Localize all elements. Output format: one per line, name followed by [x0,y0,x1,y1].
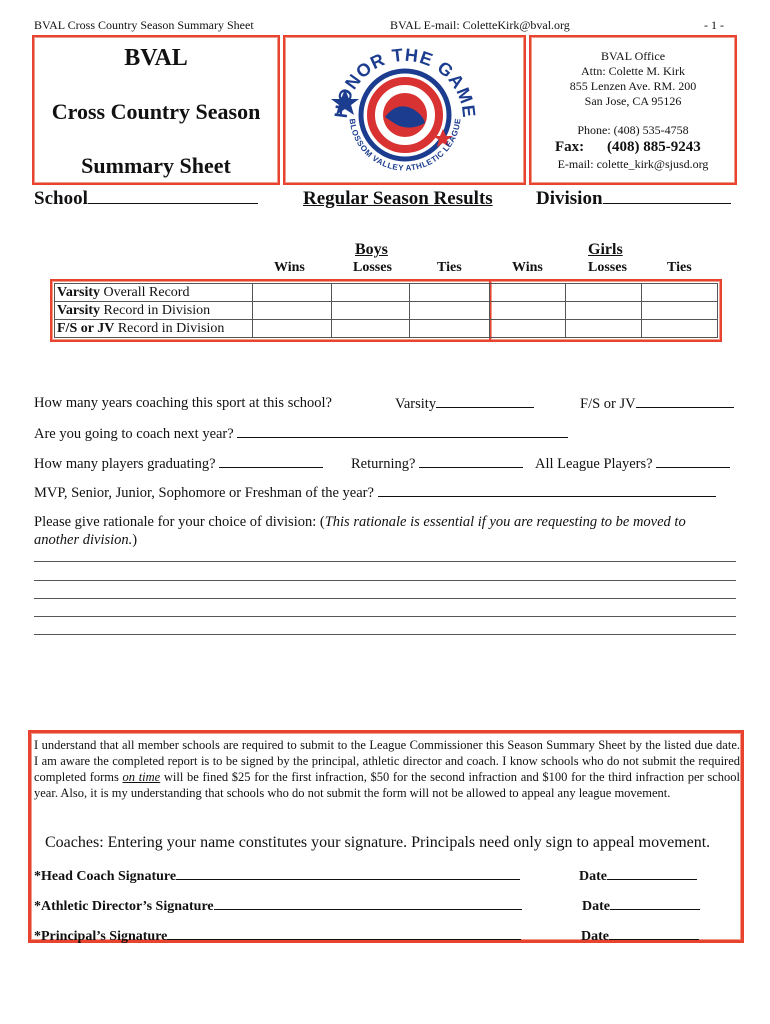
athletic-director-signature-label: *Athletic Director’s Signature [34,899,214,914]
row-label: F/S or JV Record in Division [55,320,253,338]
division-field[interactable] [536,188,731,210]
rationale-line[interactable] [34,634,736,635]
office-attn: Attn: Colette M. Kirk [581,64,685,78]
table-cell[interactable] [252,302,331,320]
fsjv-years-blank[interactable] [636,394,734,408]
table-cell[interactable] [566,284,642,302]
header-left: BVAL Cross Country Season Summary Sheet [34,18,254,32]
table-cell[interactable] [410,302,490,320]
head-coach-date-field[interactable] [579,866,697,885]
regular-season-results-heading: Regular Season Results [303,188,493,209]
rationale-line[interactable] [34,616,736,617]
title-sport: Cross Country Season [51,99,261,124]
all-league-question: All League Players? [535,456,653,472]
office-box [529,35,737,185]
division-label: Division [536,188,603,209]
table-cell[interactable] [490,302,566,320]
table-cell[interactable] [331,320,410,338]
table-row [55,284,718,302]
table-cell[interactable] [642,284,718,302]
returning-blank[interactable] [419,454,523,468]
table-cell[interactable] [490,284,566,302]
mvp-field[interactable] [34,483,716,502]
title-box [32,35,280,185]
office-phone: Phone: (408) 535-4758 [577,123,689,137]
on-time-emphasis: on time [122,770,161,784]
table-cell[interactable] [252,284,331,302]
varsity-label: Varsity [395,396,437,412]
fsjv-years-field[interactable] [580,394,734,413]
years-coaching-question: How many years coaching this sport at this school? [34,395,332,411]
division-blank[interactable] [603,190,731,204]
office-city: San Jose, CA 95126 [584,94,682,108]
principal-signature-field[interactable] [34,926,521,945]
rationale-question: Please give rationale for your choice of division: (This rationale is essential if you are requesting to be moved to another division.) [34,514,686,548]
girls-wins-header: Wins [512,260,543,275]
principal-date-field[interactable] [581,926,699,945]
table-cell[interactable] [410,284,490,302]
table-cell[interactable] [566,320,642,338]
principal-signature-blank[interactable] [167,926,521,940]
all-league-blank[interactable] [656,454,730,468]
header-email: BVAL E-mail: ColetteKirk@bval.org [390,18,570,32]
title-bval: BVAL [124,45,188,71]
principal-signature-label: *Principal’s Signature [34,929,168,944]
boys-losses-header: Losses [353,260,392,275]
row-label: Varsity Record in Division [55,302,253,320]
fsjv-label: F/S or JV [580,396,636,412]
coach-next-year-field[interactable] [34,424,568,443]
logo-arc-bottom-text: BLOSSOM VALLEY ATHLETIC LEAGUE [347,118,463,173]
school-blank[interactable] [88,190,258,204]
table-cell[interactable] [252,320,331,338]
table-cell[interactable] [410,320,490,338]
record-table [54,283,718,338]
agreement-statement: I understand that all member schools are required to submit to the League Commissioner this Season Summary Sheet by the listed due date. I am aware the completed report is to be signed by the principal, athletic director and coach. I know schools who do not submit the required completed forms on time will be fined $25 for the first infraction, $50 for the second infraction and $100 for the third infraction per school year. Also, it is my understanding that schools who do not submit the form will not be allowed to appeal any league movement. [34,738,740,800]
office-email: E-mail: colette_kirk@sjusd.org [557,157,709,171]
coach-next-year-blank[interactable] [237,424,568,438]
table-cell[interactable] [331,302,410,320]
boys-wins-header: Wins [274,260,305,275]
title-summary: Summary Sheet [81,153,231,178]
head-coach-signature-field[interactable] [34,866,520,885]
date-label: Date [579,869,607,884]
agreement-box [28,730,744,943]
bval-logo [285,37,524,183]
logo-arc-top-text: HONOR THE GAME [330,44,480,120]
coaches-note: Coaches: Entering your name constitutes your signature. Principals need only sign to appeal movement. [45,834,711,851]
coach-next-year-question: Are you going to coach next year? [34,426,234,442]
athletic-director-date-field[interactable] [582,896,700,915]
table-cell[interactable] [642,302,718,320]
girls-ties-header: Ties [667,260,692,275]
head-coach-signature-label: *Head Coach Signature [34,869,177,884]
graduating-field[interactable] [34,454,323,473]
table-cell[interactable] [566,302,642,320]
mvp-question: MVP, Senior, Junior, Sophomore or Freshman of the year? [34,485,374,501]
varsity-years-field[interactable] [395,394,534,413]
table-row [55,302,718,320]
office-name: BVAL Office [600,49,666,63]
table-row [55,320,718,338]
table-cell[interactable] [490,320,566,338]
office-fax-number: (408) 885-9243 [607,139,701,155]
row-label: Varsity Overall Record [55,284,253,302]
date-label: Date [581,929,609,944]
girls-losses-header: Losses [588,260,627,275]
all-league-field[interactable] [535,454,730,473]
date-label: Date [582,899,610,914]
page-number: - 1 - [704,18,724,32]
table-cell[interactable] [642,320,718,338]
boys-heading: Boys [355,241,388,258]
head-coach-date-blank[interactable] [607,866,697,880]
principal-date-blank[interactable] [609,926,699,940]
graduating-blank[interactable] [219,454,323,468]
table-cell[interactable] [331,284,410,302]
rationale-line[interactable] [34,580,736,581]
returning-question: Returning? [351,456,416,472]
mvp-blank[interactable] [378,483,716,497]
rationale-line[interactable] [34,561,736,562]
school-label: School [34,188,88,209]
athletic-director-date-blank[interactable] [610,896,700,910]
logo-box [283,35,526,185]
graduating-question: How many players graduating? [34,456,216,472]
office-fax-label: Fax: [555,139,585,155]
head-coach-signature-blank[interactable] [176,866,520,880]
office-street: 855 Lenzen Ave. RM. 200 [569,79,697,93]
school-field[interactable] [34,188,258,210]
girls-heading: Girls [588,241,623,258]
returning-field[interactable] [351,454,523,473]
athletic-director-signature-blank[interactable] [214,896,522,910]
athletic-director-signature-field[interactable] [34,896,522,915]
varsity-years-blank[interactable] [436,394,534,408]
rationale-line[interactable] [34,598,736,599]
boys-ties-header: Ties [437,260,462,275]
